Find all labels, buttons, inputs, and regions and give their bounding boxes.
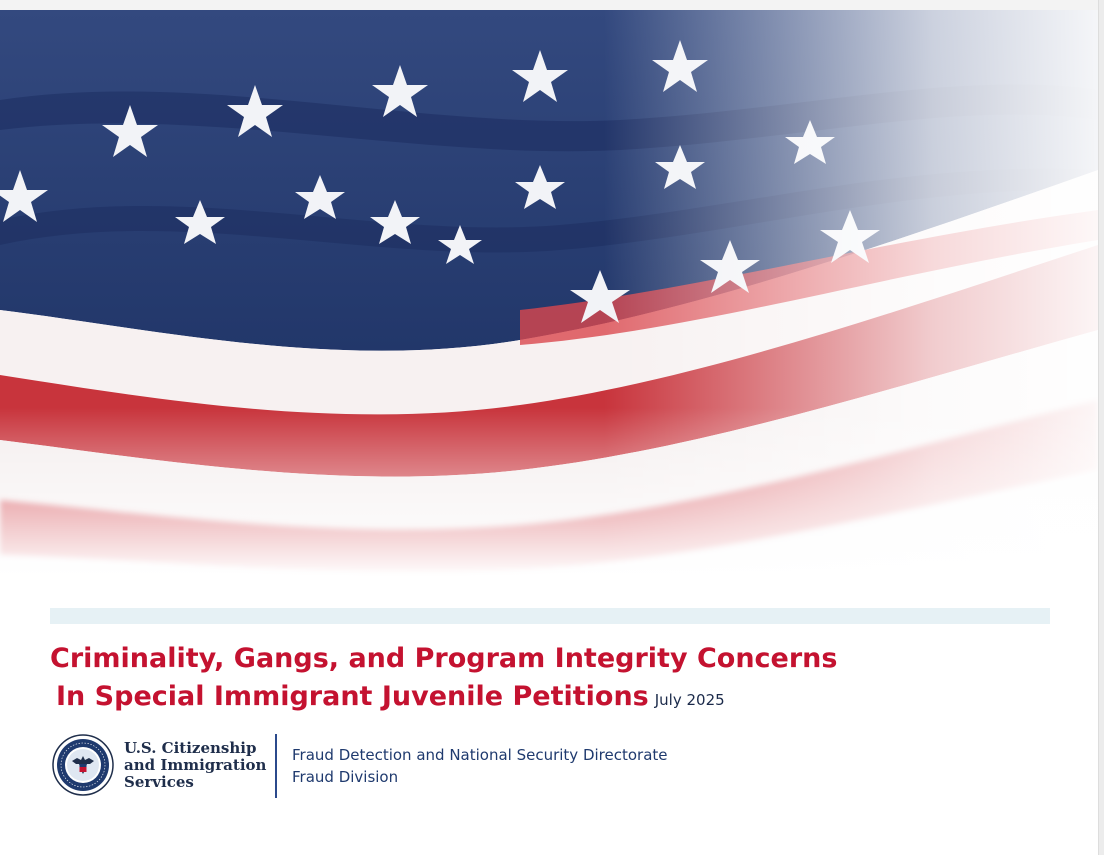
publication-date: July 2025 (654, 691, 725, 709)
uscis-logo (52, 734, 266, 796)
window-right-edge (1098, 0, 1104, 855)
directorate-name: Fraud Detection and National Security Directorate (292, 746, 668, 764)
title-line-2: In Special Immigrant Juvenile Petitions (56, 681, 649, 712)
dhs-seal-icon (52, 734, 114, 796)
directorate-block (292, 744, 668, 788)
agency-name-line-1: U.S. Citizenship (124, 738, 257, 757)
agency-name-line-3: Services (124, 772, 194, 791)
document-title (50, 640, 1050, 719)
title-accent-bar (50, 608, 1050, 624)
agency-name (124, 740, 266, 791)
division-name: Fraud Division (292, 768, 399, 786)
agency-name-line-2: and Immigration (124, 755, 267, 774)
title-line-2-wrapper (50, 678, 1050, 719)
title-line-1: Criminality, Gangs, and Program Integrity Concerns (50, 643, 838, 674)
american-flag-illustration (0, 10, 1098, 578)
flag-cover-image (0, 10, 1098, 578)
logo-divider (275, 734, 277, 798)
